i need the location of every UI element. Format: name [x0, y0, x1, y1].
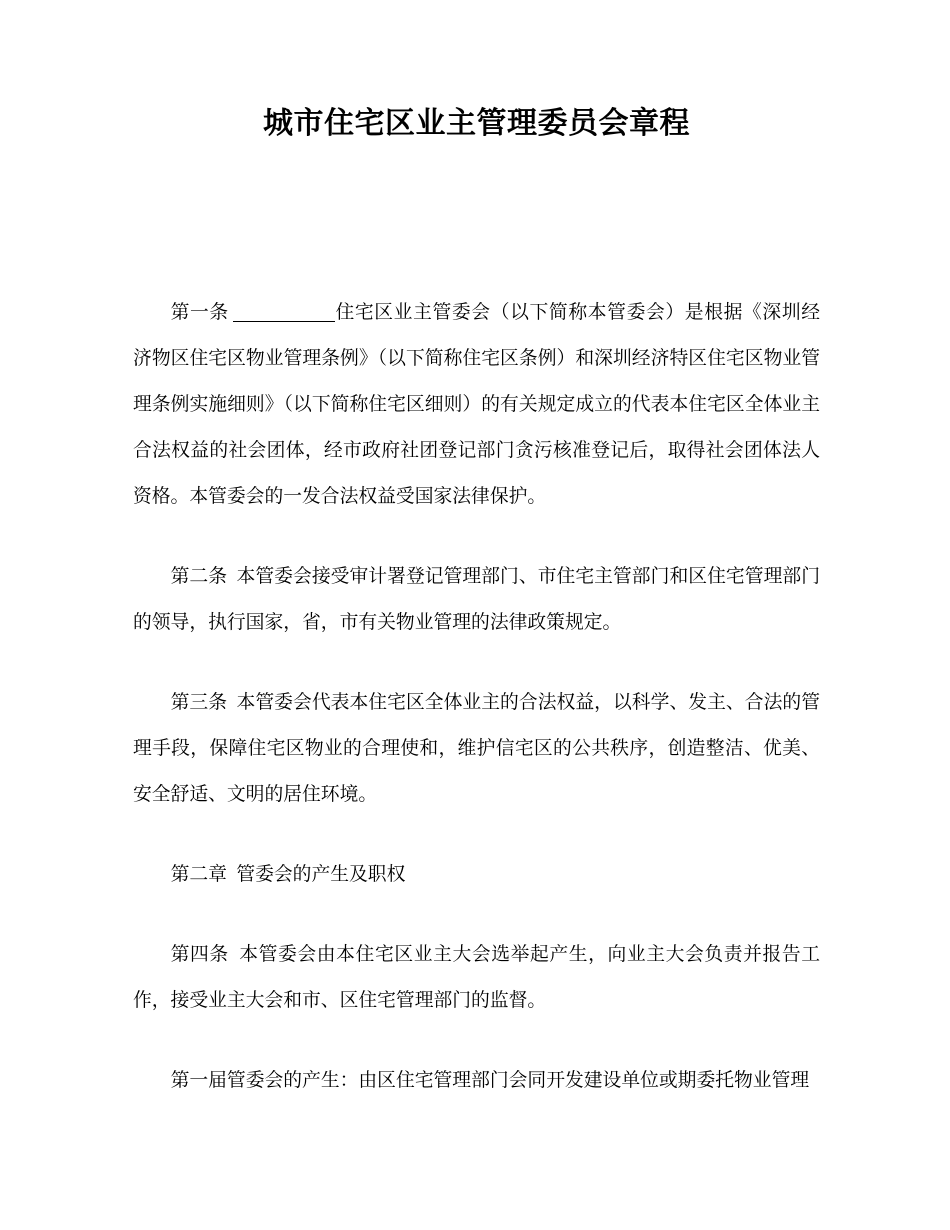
chapter-2-heading: 第二章 管委会的产生及职权	[170, 864, 406, 885]
document-title: 城市住宅区业主管理委员会章程	[263, 107, 690, 140]
fill-in-blank-underline	[233, 321, 335, 322]
document-body	[133, 290, 820, 1104]
article-1-paragraph	[133, 290, 820, 520]
article-4-paragraph: 第四条 本管委会由本住宅区业主大会选举起产生，向业主大会负责并报告工作，接受业主大会和市、区住宅管理部门的监督。	[133, 944, 820, 1011]
article-2-paragraph: 第二条 本管委会接受审计署登记管理部门、市住宅主管部门和区住宅管理部门的领导，执行国家，省，市有关物业管理的法律政策规定。	[133, 566, 820, 633]
article-1-text: 住宅区业主管委会（以下简称本管委会）是根据《深圳经济物区住宅区物业管理条例》（以下简称住宅区条例）和深圳经济特区住宅区物业管理条例实施细则》（以下简称住宅区细则）的有关规定成立的代表本住宅区全体业主合法权益的社会团体，经市政府社团登记部门贪污核准登记后，取得社会团体法人资格。本管委会的一发合法权益受国家法律保护。	[133, 302, 821, 507]
first-committee-paragraph: 第一届管委会的产生：由区住宅管理部门会同开发建设单位或期委托物业管理	[170, 1070, 810, 1091]
article-3-paragraph: 第三条 本管委会代表本住宅区全体业主的合法权益，以科学、发主、合法的管理手段，保障住宅区物业的合理使和，维护信宅区的公共秩序，创造整洁、优美、安全舒适、文明的居住环境。	[133, 692, 820, 805]
article-1-label: 第一条	[170, 302, 229, 323]
